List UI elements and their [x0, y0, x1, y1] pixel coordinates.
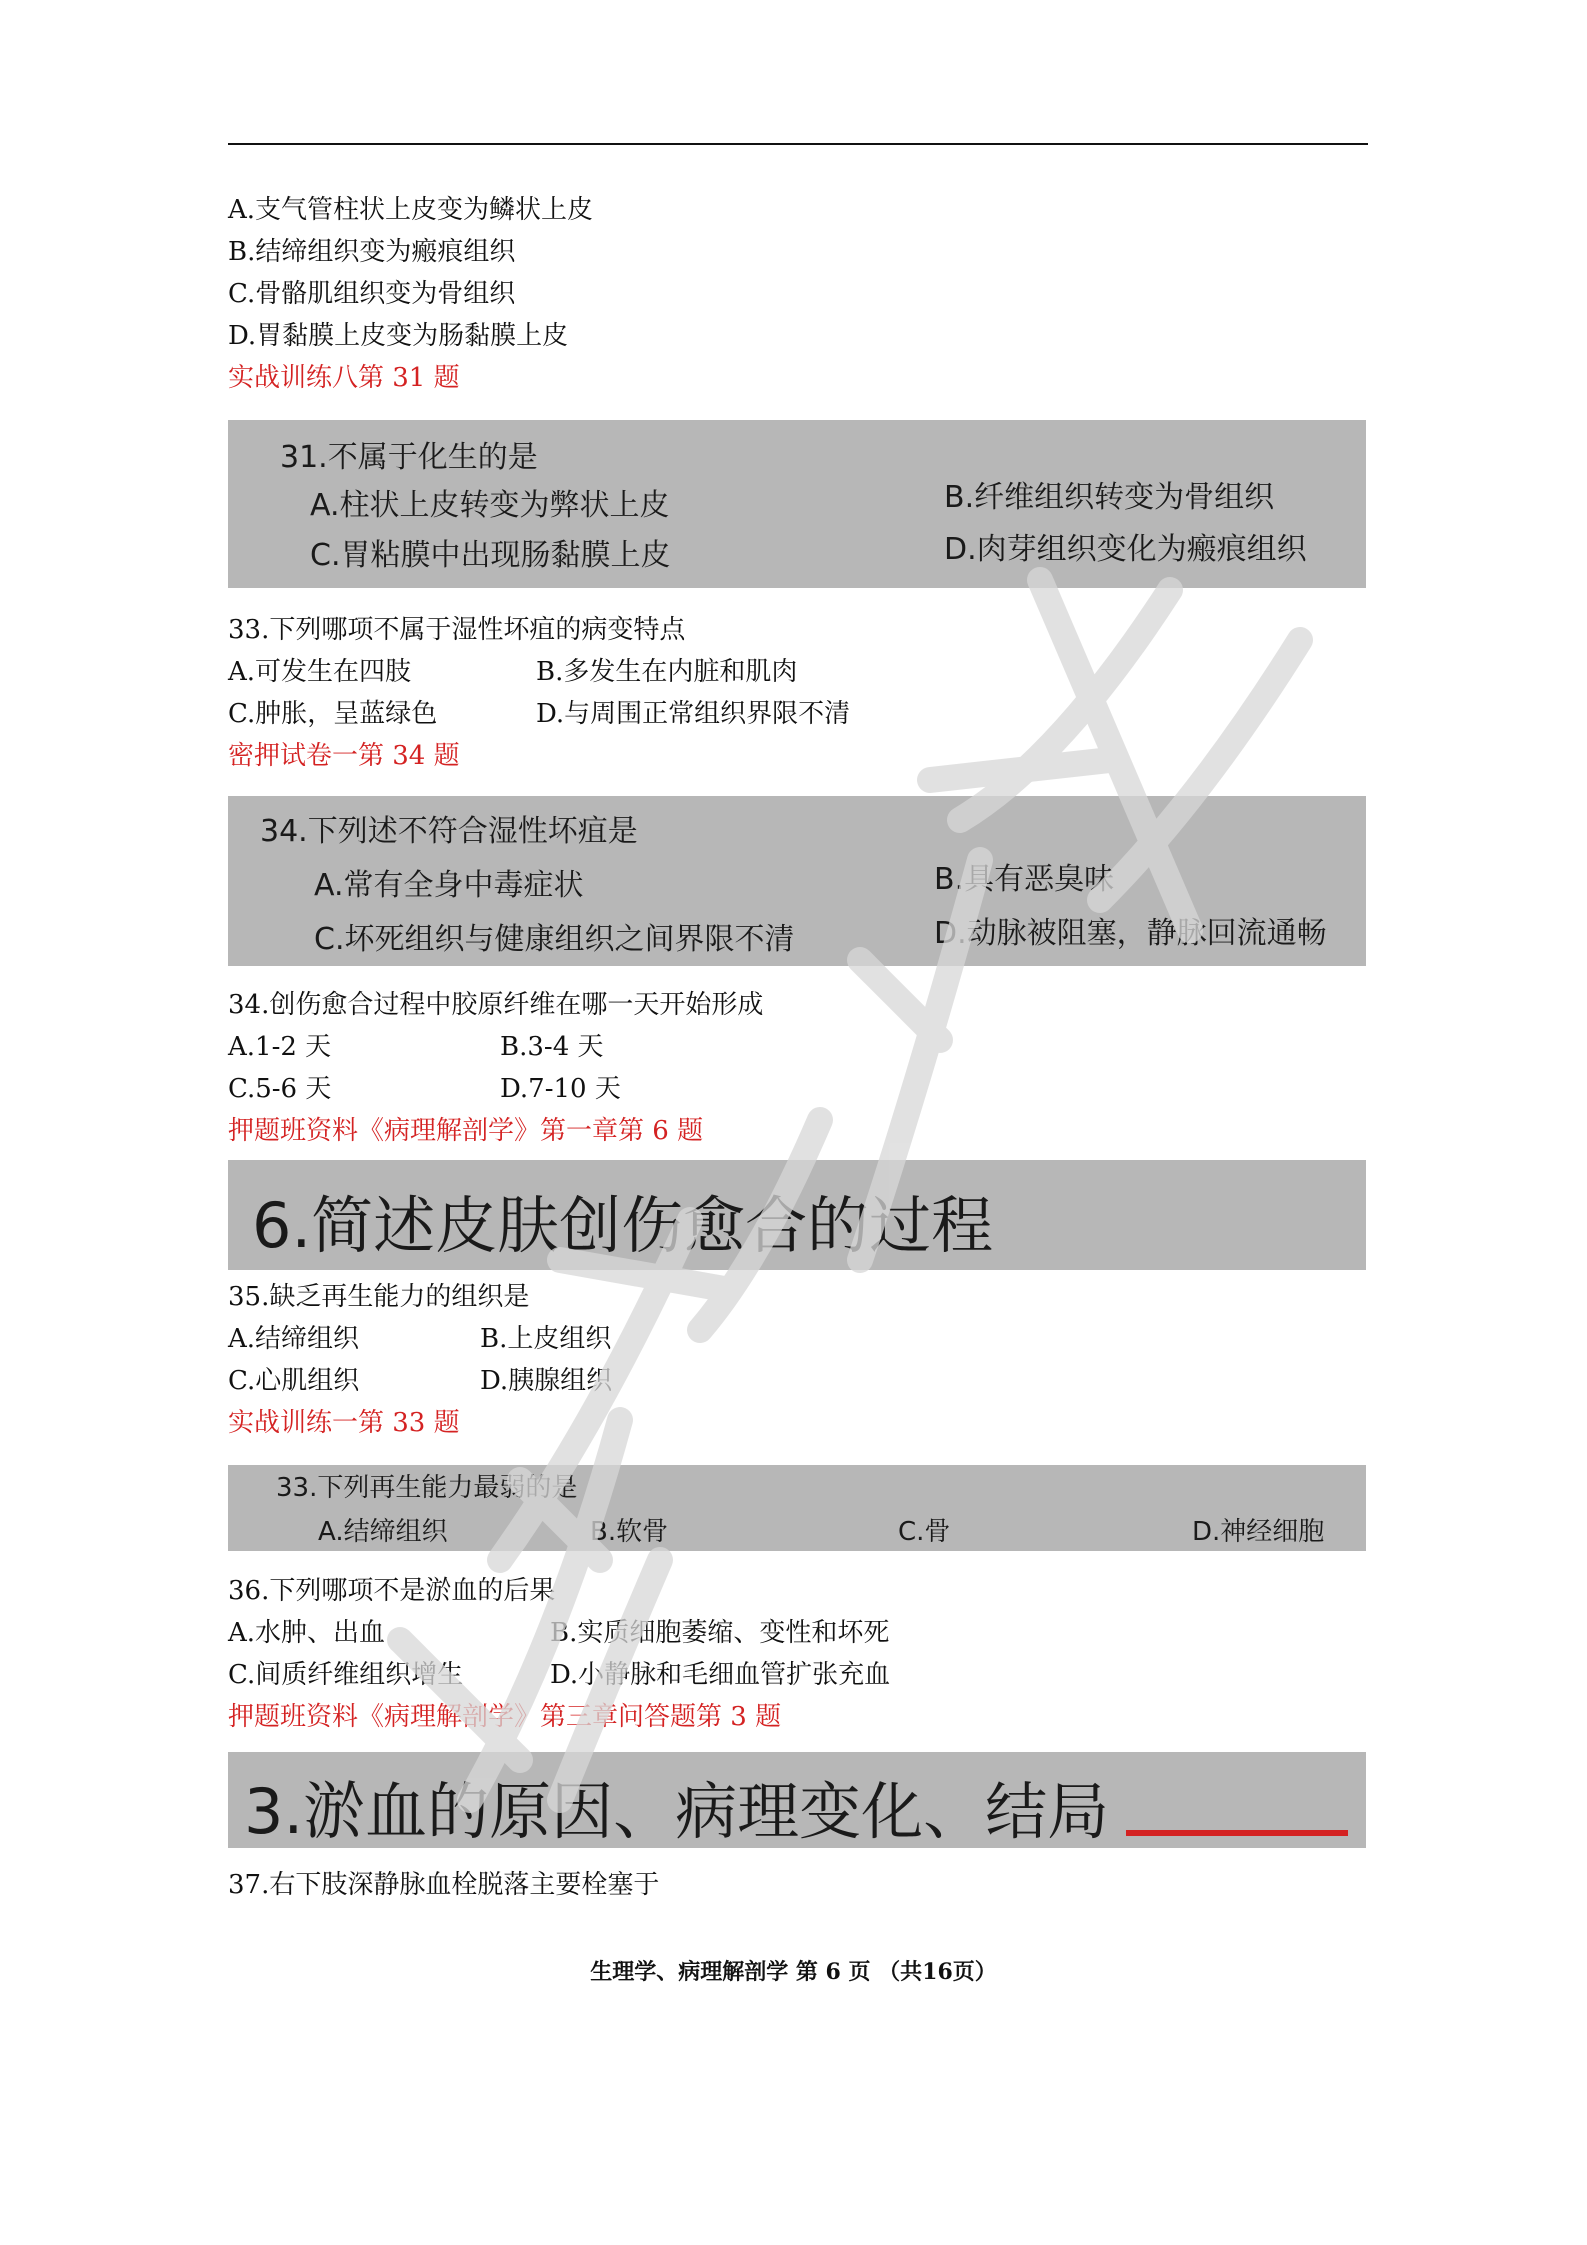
q35-option-a: A.结缔组织: [228, 1324, 360, 1354]
reference-1: 实战训练八第 31 题: [228, 363, 460, 393]
q36-option-d: D.小静脉和毛细血管扩张充血: [550, 1660, 891, 1690]
q35-options-row-1: [228, 1322, 1128, 1356]
q36-option-c: C.间质纤维组织增生: [228, 1660, 464, 1690]
header-rule: [228, 143, 1368, 145]
q32-option-c: C.骨骼肌组织变为骨组织: [228, 279, 516, 309]
q34-option-a: A.1-2 天: [228, 1032, 332, 1062]
q35-options-row-2: [228, 1364, 1128, 1398]
photo5-stem: 3.淤血的原因、病理变化、结局: [244, 1775, 1110, 1848]
q33-option-b: B.多发生在内脏和肌肉: [536, 657, 798, 687]
q34-options-row-2: [228, 1072, 1128, 1106]
photo1-option-d: D.肉芽组织变化为瘢痕组织: [944, 532, 1307, 567]
q36-option-a: A.水肿、出血: [228, 1618, 386, 1648]
photo4-option-b: B.软骨: [590, 1517, 669, 1547]
q36-option-b: B.实质细胞萎缩、变性和坏死: [550, 1618, 890, 1648]
q33-options-row-2: [228, 697, 1128, 731]
q37-stem: 37.右下肢深静脉血栓脱落主要栓塞于: [228, 1870, 660, 1900]
photo2-option-c: C.坏死组织与健康组织之间界限不清: [314, 922, 795, 957]
q35-stem: 35.缺乏再生能力的组织是: [228, 1282, 530, 1312]
q33-stem: 33.下列哪项不属于湿性坏疽的病变特点: [228, 615, 686, 645]
red-underline-mark: [1126, 1830, 1348, 1836]
photo-excerpt-2: [228, 796, 1366, 966]
q34-options-row-1: [228, 1030, 1128, 1064]
watermark-stroke: [930, 760, 1110, 780]
photo2-option-a: A.常有全身中毒症状: [314, 868, 584, 903]
q35-option-c: C.心肌组织: [228, 1366, 360, 1396]
q32-option-b: B.结缔组织变为瘢痕组织: [228, 237, 516, 267]
photo2-stem: 34.下列述不符合湿性坏疽是: [260, 814, 638, 849]
photo2-option-d: D.动脉被阻塞，静脉回流通畅: [934, 916, 1327, 951]
q33-option-d: D.与周围正常组织界限不清: [536, 699, 851, 729]
photo-excerpt-4: [228, 1465, 1366, 1551]
photo4-option-a: A.结缔组织: [318, 1517, 448, 1547]
q33-option-a: A.可发生在四肢: [228, 657, 412, 687]
q33-option-c: C.肿胀，呈蓝绿色: [228, 699, 438, 729]
reference-3: 押题班资料《病理解剖学》第一章第 6 题: [228, 1116, 704, 1146]
photo-excerpt-5: [228, 1752, 1366, 1848]
reference-4: 实战训练一第 33 题: [228, 1408, 460, 1438]
reference-2: 密押试卷一第 34 题: [228, 741, 460, 771]
photo1-option-b: B.纤维组织转变为骨组织: [944, 480, 1275, 515]
photo4-option-c: C.骨: [898, 1517, 951, 1547]
q35-option-b: B.上皮组织: [480, 1324, 612, 1354]
q35-option-d: D.胰腺组织: [480, 1366, 613, 1396]
photo1-option-c: C.胃粘膜中出现肠黏膜上皮: [310, 538, 671, 573]
photo-excerpt-1: [228, 420, 1366, 588]
reference-5: 押题班资料《病理解剖学》第三章问答题第 3 题: [228, 1702, 782, 1732]
q36-options-row-2: [228, 1658, 1128, 1692]
q34-option-c: C.5-6 天: [228, 1074, 332, 1104]
q33-options-row-1: [228, 655, 1128, 689]
q32-option-a: A.支气管柱状上皮变为鳞状上皮: [228, 195, 594, 225]
photo1-option-a: A.柱状上皮转变为弊状上皮: [310, 488, 670, 523]
photo-excerpt-3: [228, 1160, 1366, 1270]
photo2-option-b: B.具有恶臭味: [934, 862, 1115, 897]
photo1-stem: 31.不属于化生的是: [280, 440, 538, 475]
photo4-option-d: D.神经细胞: [1192, 1517, 1325, 1547]
page-footer: 生理学、病理解剖学 第 6 页 （共16页）: [590, 1959, 997, 1985]
photo3-stem: 6.简述皮肤创伤愈合的过程: [252, 1189, 994, 1262]
q34-option-b: B.3-4 天: [500, 1032, 604, 1062]
q32-option-d: D.胃黏膜上皮变为肠黏膜上皮: [228, 321, 569, 351]
q36-options-row-1: [228, 1616, 1128, 1650]
watermark-stroke: [860, 960, 940, 1040]
q34-option-d: D.7-10 天: [500, 1074, 621, 1104]
q36-stem: 36.下列哪项不是淤血的后果: [228, 1576, 556, 1606]
q34-stem: 34.创伤愈合过程中胶原纤维在哪一天开始形成: [228, 990, 764, 1020]
photo4-stem: 33.下列再生能力最弱的是: [276, 1473, 578, 1503]
